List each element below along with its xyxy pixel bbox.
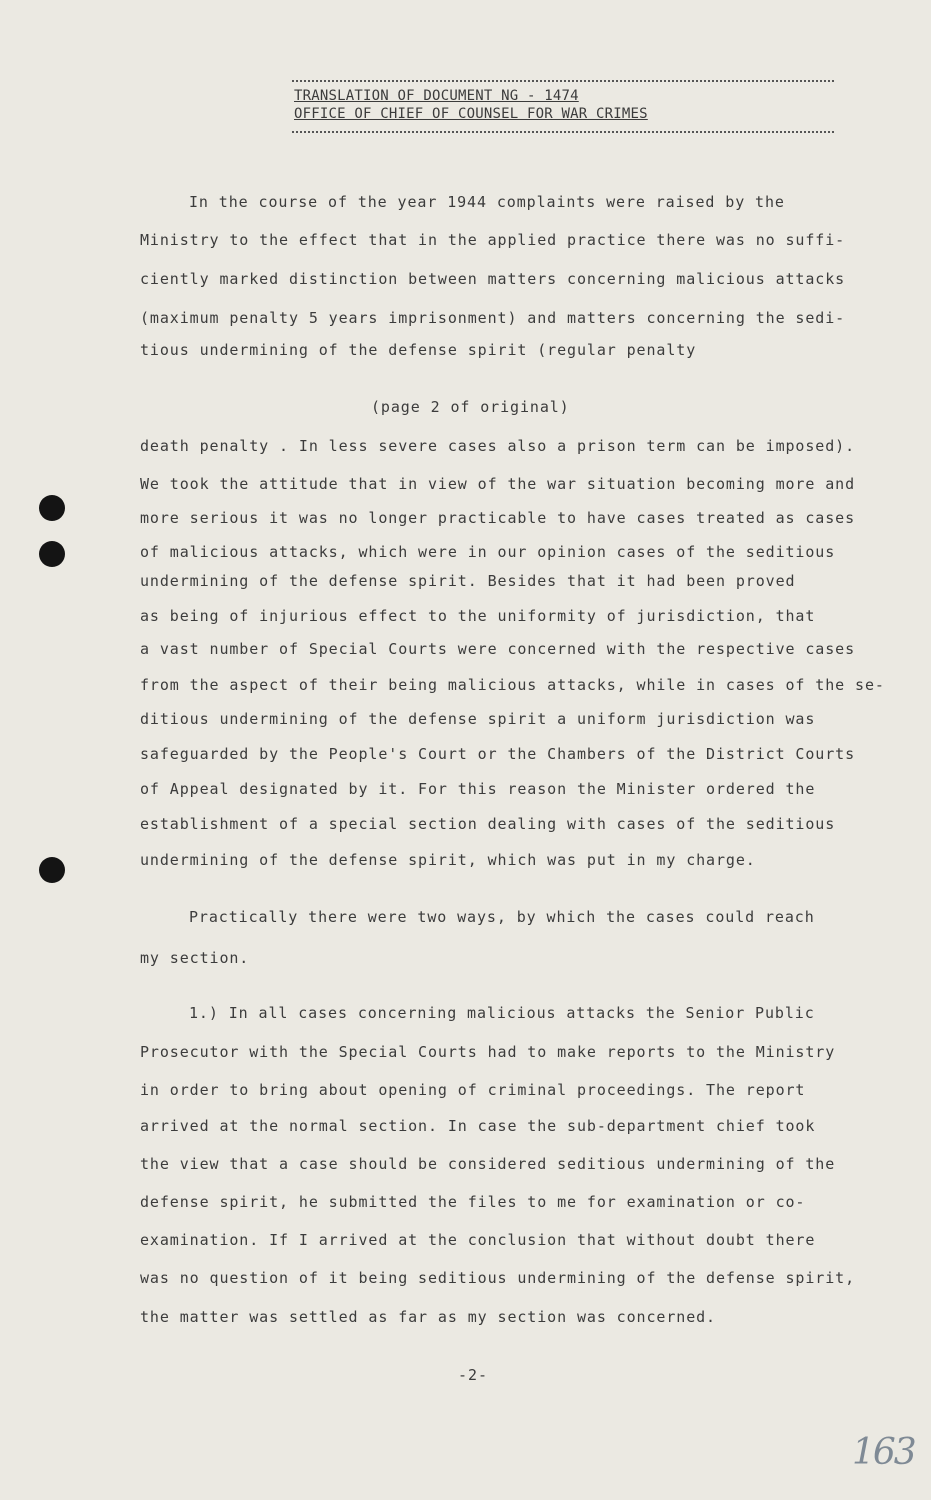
- text-line: death penalty . In less severe cases also a prison term can be imposed).: [140, 437, 856, 455]
- text-line: more serious it was no longer practicable to have cases treated as cases: [140, 509, 856, 527]
- text-line: safeguarded by the People's Court or the Chambers of the District Courts: [140, 745, 856, 763]
- text-line: in order to bring about opening of criminal proceedings. The report: [140, 1081, 806, 1099]
- text-line: Prosecutor with the Special Courts had to make reports to the Ministry: [140, 1043, 836, 1061]
- text-line: ditious undermining of the defense spirit a uniform jurisdiction was: [140, 710, 816, 728]
- page-marker: (page 2 of original): [371, 398, 570, 416]
- text-line: my section.: [140, 949, 250, 967]
- text-line: as being of injurious effect to the uniformity of jurisdiction, that: [140, 607, 816, 625]
- header-title: TRANSLATION OF DOCUMENT NG - 1474: [294, 88, 579, 104]
- text-line: arrived at the normal section. In case the sub-department chief took: [140, 1117, 816, 1135]
- text-line: establishment of a special section dealing with cases of the seditious: [140, 815, 836, 833]
- text-line: of malicious attacks, which were in our opinion cases of the seditious: [140, 543, 836, 561]
- text-line: the view that a case should be considered seditious undermining of the: [140, 1155, 836, 1173]
- punch-hole: [39, 541, 65, 567]
- text-line: a vast number of Special Courts were concerned with the respective cases: [140, 640, 856, 658]
- text-line: 1.) In all cases concerning malicious attacks the Senior Public: [189, 1004, 815, 1022]
- text-line: was no question of it being seditious undermining of the defense spirit,: [140, 1269, 856, 1287]
- text-line: Practically there were two ways, by which the cases could reach: [189, 908, 815, 926]
- punch-hole: [39, 495, 65, 521]
- header-rule-top: [292, 80, 834, 82]
- header-office: OFFICE OF CHIEF OF COUNSEL FOR WAR CRIMES: [294, 106, 648, 122]
- handwritten-page-stamp: 163: [852, 1432, 915, 1473]
- text-line: of Appeal designated by it. For this reason the Minister ordered the: [140, 780, 816, 798]
- text-line: defense spirit, he submitted the files to me for examination or co-: [140, 1193, 806, 1211]
- text-line: undermining of the defense spirit, which was put in my charge.: [140, 851, 756, 869]
- text-line: (maximum penalty 5 years imprisonment) and matters concerning the sedi-: [140, 309, 846, 327]
- header-rule-bottom: [292, 131, 834, 133]
- text-line: Ministry to the effect that in the applied practice there was no suffi-: [140, 231, 846, 249]
- punch-hole: [39, 857, 65, 883]
- text-line: ciently marked distinction between matters concerning malicious attacks: [140, 270, 846, 288]
- text-line: undermining of the defense spirit. Besides that it had been proved: [140, 572, 796, 590]
- text-line: from the aspect of their being malicious attacks, while in cases of the se-: [140, 676, 885, 694]
- page-number: -2-: [458, 1366, 489, 1384]
- text-line: the matter was settled as far as my section was concerned.: [140, 1308, 716, 1326]
- text-line: We took the attitude that in view of the war situation becoming more and: [140, 475, 856, 493]
- text-line: tious undermining of the defense spirit (regular penalty: [140, 341, 697, 359]
- text-line: In the course of the year 1944 complaints were raised by the: [189, 193, 785, 211]
- text-line: examination. If I arrived at the conclusion that without doubt there: [140, 1231, 816, 1249]
